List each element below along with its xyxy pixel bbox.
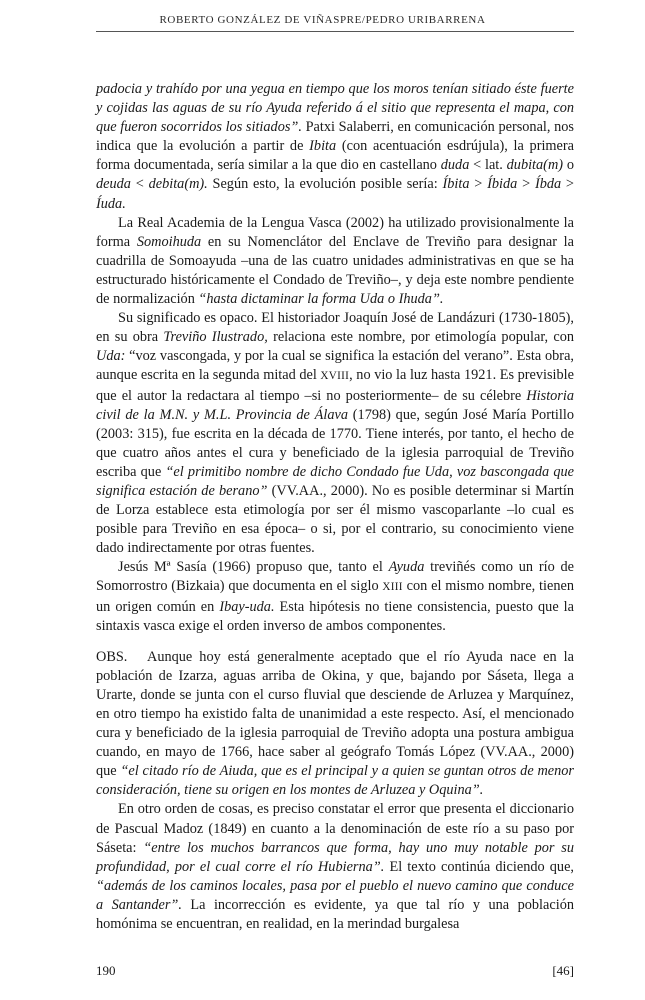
italic-text-run: “el citado río de Aiuda, que es el principal y a quien se guntan otros de menor consideración, tiene su origen en los montes de Arluzea y Oquina”. [96, 763, 574, 799]
italic-text-run: Historia civil de la M.N. y M.L. Provincia de Álava [96, 387, 574, 423]
italic-text-run: “entre los muchos barrancos que forma, hay uno muy notable por su profundidad, por el cual corre el río Hubierna”. [96, 839, 574, 875]
italic-text-run: duda [440, 157, 470, 174]
body-paragraph [96, 80, 574, 214]
text-run: XIII [382, 581, 403, 594]
text-run: (VV.AA., 2000). No es posible determinar si Martín de Lorza establece esta etimología por ser él mismo vascoparlante –lo cual es posible para Treviño en esa época– o si, por el contrario, su conocimiento viene dado indirectamente por otras fuentes. [96, 482, 574, 557]
italic-text-run: “además de los caminos locales, pasa por el pueblo el nuevo camino que conduce a Santander”. [96, 877, 574, 913]
obs-label: OBS. [96, 648, 128, 665]
text-run: > [517, 176, 535, 193]
text-run: La incorrección es evidente, ya que tal río y una población homónima se encuentran, en realidad, en la merindad burgalesa [96, 896, 574, 933]
text-run: Según esto, la evolución posible sería: [207, 176, 443, 193]
body-paragraph [96, 800, 574, 934]
text-run: Su significado es opaco. El historiador Joaquín José de Landázuri (1730-1805), en su obra [96, 310, 574, 346]
page-number: 190 [96, 963, 116, 978]
text-run: en su Nomenclátor del Enclave de Treviño para designar la cuadrilla de Somoayuda –una de las cuatro unidades administrativas en que se ha estructurado históricamente el Condado de Treviño–, y deja este nombre pendiente de normalización [96, 233, 574, 308]
text-run: Esta hipótesis no tiene consistencia, puesto que la sintaxis vasca exige el orden inverso de ambos componentes. [96, 598, 575, 634]
text-run: > [561, 176, 574, 193]
italic-text-run: “el primitibo nombre de dicho Condado fue Uda, voz bascongada que significa estación de berano” [96, 463, 574, 499]
body-paragraph [96, 214, 574, 309]
text-run: (1798) que, según José María Portillo (2003: 315), fue escrita en la década de 1770. Tiene interés, por tanto, el hecho de que cuatro años antes el cura y beneficiado de la iglesia parroquial de Treviño escriba que [96, 406, 574, 480]
page-reference: [46] [552, 963, 574, 978]
italic-text-run: Íbita [442, 176, 470, 193]
italic-text-run: padocia y trahído por una yegua en tiempo que los moros tenían sitiado éste fuerte y cojidas las aguas de su río Ayuda referido á el sitio que representa el mapa, con que fueron socorridos los sitiados”. [96, 81, 574, 136]
text-run: > [469, 176, 488, 193]
text-run: El texto continúa diciendo que, [384, 858, 574, 875]
body-paragraph [96, 558, 574, 635]
italic-text-run: debita(m). [148, 176, 208, 193]
text-run: “voz vascongada, y por la cual se significa la estación del verano”. Esta obra, aunque escrita en la segunda mitad del [96, 348, 574, 384]
italic-text-run: Íbida [487, 176, 518, 193]
header-rule [96, 31, 574, 32]
text-run: , no vio la luz hasta 1921. Es previsible que el autor la redactara al tiempo –si no posteriormente– de su célebre [96, 367, 574, 404]
text-run: < [130, 176, 149, 193]
text-run: Jesús Mª Sasía (1966) propuso que, tanto el [118, 559, 389, 576]
text-run: La Real Academia de la Lengua Vasca (2002) ha utilizado provisionalmente la forma [96, 214, 574, 250]
text-run: con el mismo nombre, tienen un origen común en [96, 578, 574, 615]
text-run: o [563, 157, 574, 174]
text-run: < lat. [469, 157, 507, 174]
text-run: En otro orden de cosas, es preciso constatar el error que presenta el diccionario de Pascual Madoz (1849) en cuanto a la denominación de este río a su paso por Sáseta: [96, 801, 574, 856]
text-run: treviñés como un río de Somorrostro (Bizkaia) que documenta en el siglo [96, 559, 574, 595]
running-head: ROBERTO GONZÁLEZ DE VIÑASPRE/PEDRO URIBARRENA [159, 14, 486, 26]
italic-text-run: Somoihuda [136, 233, 202, 250]
text-run: XVIII [320, 370, 350, 383]
text-run: (con acentuación esdrújula), la primera forma documentada, sería similar a la que dio en castellano [96, 138, 575, 174]
italic-text-run: Íbda [534, 176, 562, 193]
text-run: Patxi Salaberri, en comunicación personal, nos indica que la evolución a partir de [96, 119, 574, 155]
italic-text-run: Ayuda [388, 559, 425, 576]
body-text [96, 80, 574, 934]
italic-text-run: dubita(m) [506, 157, 564, 174]
italic-text-run: Ibay-uda. [219, 598, 275, 615]
italic-text-run: “hasta dictaminar la forma Uda o Ihuda”. [198, 291, 444, 308]
italic-text-run: deuda [96, 176, 131, 193]
text-run: Aunque hoy está generalmente aceptado que el río Ayuda nace en la población de Izarza, aguas arriba de Okina, y que, bajando por Sáseta, llega a Urarte, donde se junta con el curso fluvial que desciende de Arluzea y Marquínez, en otro tiempo ha existido falta de unanimidad a este respecto. Así, el mencionado cura y beneficiado de la iglesia parroquial de Treviño adopta una postura ambigua cuando, en mayo de 1766, hace saber al geógrafo Tomás López (VV.AA., 2000) que [96, 648, 574, 780]
italic-text-run: Íuda. [96, 195, 126, 212]
italic-text-run: Uda: [96, 348, 126, 365]
italic-text-run: Ibita [309, 138, 337, 155]
observation-paragraph [96, 648, 574, 801]
text-run: relaciona este nombre, por etimología popular, con [267, 329, 574, 346]
body-paragraph [96, 309, 574, 558]
italic-text-run: Treviño Ilustrado, [163, 329, 268, 346]
